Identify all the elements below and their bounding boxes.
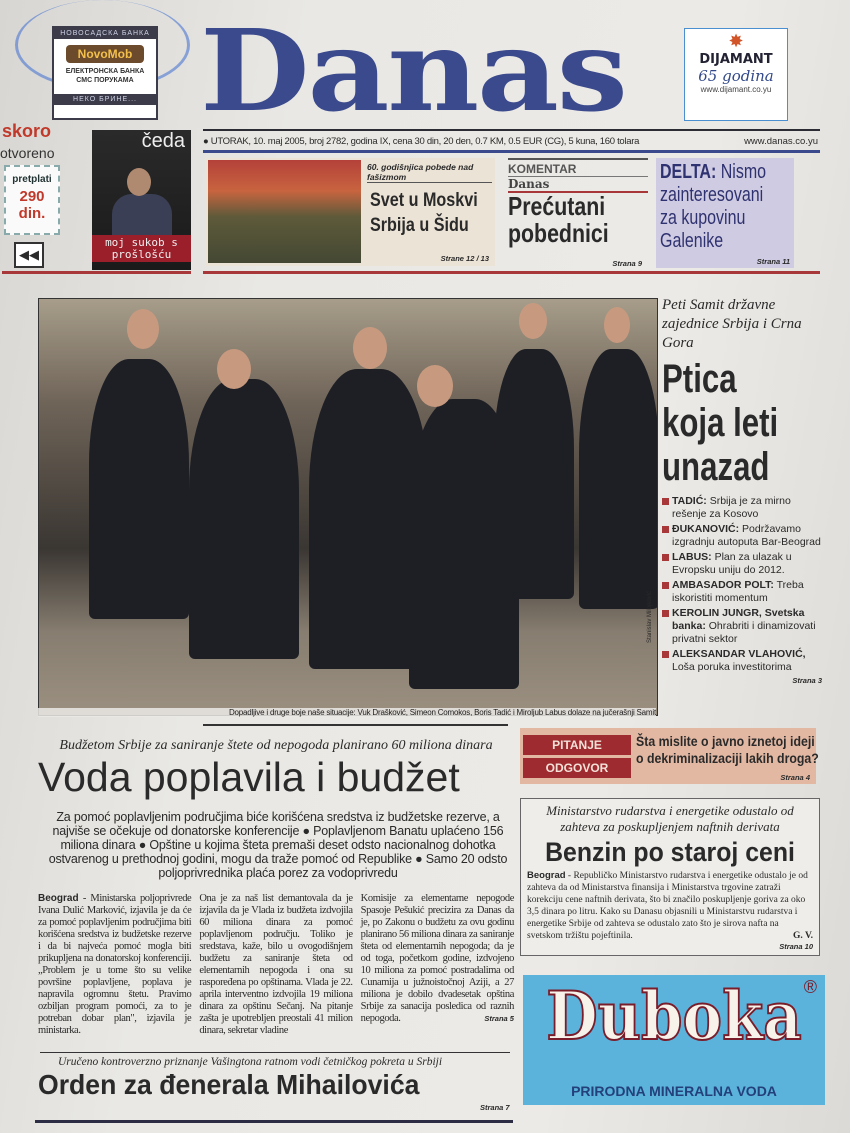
- subscribe-price: 290: [19, 188, 45, 205]
- lead-kicker: Peti Samit državne zajednice Srbija i Crna Gora: [662, 297, 802, 351]
- teaser-kicker: 60. godišnjica pobede nad fašizmom: [367, 162, 492, 183]
- issue-info: ● UTORAK, 10. maj 2005, broj 2782, godina IX, cena 30 din, 20 den, 0.7 KM, 0.5 EUR (CG), 5 kuna, 160 tolara: [203, 136, 640, 147]
- summit-photo: [38, 298, 658, 716]
- rewind-icon: ◀◀: [14, 242, 44, 268]
- komentar-headline: Prećutani pobednici: [508, 191, 609, 248]
- subscribe-label: pretplati: [12, 174, 52, 185]
- masthead-title: Danas: [200, 6, 626, 137]
- benzin-story[interactable]: [520, 798, 820, 956]
- dijamant-url: www.dijamant.co.yu: [700, 85, 772, 94]
- benzin-kicker: Ministarstvo rudarstva i energetike odustalo od zahteva za poskupljenjem naftnih derivata: [546, 803, 794, 834]
- dijamant-years: 65 godina: [698, 67, 774, 85]
- bullet-item: ĐUKANOVIĆ: Podržavamo izgradnju autoputa Bar-Beograd: [662, 523, 822, 549]
- page-ref: Strana 3: [792, 676, 822, 685]
- book-promo: [92, 130, 191, 270]
- novomob-logo: NovoMob: [66, 45, 144, 63]
- divider: [203, 724, 508, 726]
- bullet-item: LABUS: Plan za ulazak u Evropsku uniju do 2012.: [662, 551, 822, 577]
- ad-bank-name: НОВОСАДСКА БАНКА: [54, 28, 156, 39]
- divider: [203, 271, 820, 274]
- page-ref: Strana 11: [756, 257, 790, 266]
- qa-label-question: PITANJE: [523, 735, 631, 755]
- ad-line: СМС ПОРУКАМА: [76, 77, 134, 84]
- page-ref: Strane 12 / 13: [440, 254, 489, 263]
- parade-photo: [208, 160, 361, 263]
- orden-kicker: Uručeno kontroverzno priznanje Vašingtona ratnom vodi četničkog pokreta u Srbiji: [58, 1056, 443, 1068]
- body-column: Beograd - Ministarska poljoprivrede Ivana Dulić Marković, izjavila je da će za pomoć poplavljenim područjima biti korišćena sredstva iz budžetske rezerve i da bi najveća pomoć mogla biti prikupljena na donatorskoj konferenciji. „Problem je u tome što su velike površine poplavljene, poplava je napravila ogromnu štetu. Pravimo ozbiljan program pomoći, za to je potreban dobar plan", izjavila je ministarka.: [38, 893, 192, 1036]
- lead-headline: Ptica koja leti unazad: [662, 357, 779, 489]
- duboka-tagline: PRIRODNA MINERALNA VODA: [571, 1083, 777, 1099]
- qa-label-answer: ODGOVOR: [523, 758, 631, 778]
- bullet-item: ALEKSANDAR VLAHOVIĆ, Loša poruka investitorima: [662, 648, 822, 674]
- dateline: [203, 129, 820, 153]
- teaser-headline: Svet u Moskvi Srbija u Šidu: [370, 190, 478, 236]
- novomob-ad: [52, 26, 158, 120]
- benzin-headline: Benzin po staroj ceni: [545, 837, 795, 867]
- orden-headline[interactable]: Orden za đenerala Mihailovića: [38, 1069, 420, 1100]
- budget-kicker: Budžetom Srbije za saniranje štete od nepogoda planirano 60 miliona dinara: [59, 738, 493, 753]
- divider: [40, 1052, 510, 1053]
- website-url[interactable]: www.danas.co.yu: [744, 136, 818, 147]
- portrait-head: [127, 168, 151, 196]
- lead-bullets: [662, 495, 822, 674]
- budget-headline[interactable]: Voda poplavila i budžet: [38, 754, 460, 800]
- lead-story[interactable]: [662, 296, 822, 685]
- budget-lede: Za pomoć poplavljenim područjima biće korišćena sredstva iz budžetske rezerve, a najviše se očekuje od donatorske konferencije ● Poplavljenom Banatu uplaćeno 156 miliona dinara ● Opštine u kojima šteta premaši deset odsto nacionalnog dohotka ostvarenog u prethodnoj godini, mogu da traže pomoć od Republike ● Samo 20 odsto poljoprivrednika plaća porez za vodoprivredu: [48, 810, 508, 880]
- teaser-moscow[interactable]: [205, 158, 495, 266]
- page-ref: Strana 4: [780, 773, 810, 782]
- ad-line: ЕЛЕКТРОНСКА БАНКА: [65, 68, 145, 75]
- delta-headline: DELTA: Nismo zainteresovani za kupovinu Galenike: [660, 161, 767, 252]
- subscribe-promo: [4, 165, 60, 235]
- photo-caption: Dopadljive i druge boje naše situacije: Vuk Drašković, Simeon Comokos, Boris Tadić i Miroljub Labus dolaze na jučerašnji Samit: [38, 708, 656, 717]
- teaser-komentar[interactable]: [508, 158, 648, 268]
- open-label: otvoreno: [0, 145, 55, 161]
- book-subtitle: moj sukob s prošlošću: [92, 235, 191, 262]
- page-ref: Strana 10: [779, 942, 813, 951]
- ad-footer: НЕКО БРИНЕ...: [54, 94, 156, 105]
- budget-body: [38, 893, 514, 1037]
- dijamant-name: DIJAMANT: [699, 52, 773, 67]
- photo-credit: Stanislav Milojković: [647, 590, 653, 643]
- subscribe-currency: din.: [18, 205, 46, 222]
- soon-label: skoro: [2, 121, 52, 141]
- bullet-item: TADIĆ: Srbija je za mirno rešenje za Kosovo: [662, 495, 822, 521]
- duboka-logo: Duboka: [546, 977, 802, 1055]
- qa-box[interactable]: [520, 728, 819, 784]
- body-column: Komisije za elementarne nepogode Spasoje Pešukić precizira za Danas da je, po Zakonu o budžetu za ovu godinu planirano 56 miliona dinara za saniranje šteta od elementarnih nepogoda; da je od toga, početkom godine, izdvojeno 10 miliona za pomoć postradalima od Cunamija u južnoistočnoj Aziji, a 27 miliona je dobilo dvadesetak opština Srbije za sanacija posledica od raznih nepogoda. Strana 5: [360, 893, 514, 1024]
- bullet-item: KEROLIN JUNGR, Svetska banka: Ohrabriti i dinamizovati privatni sektor: [662, 607, 822, 646]
- page-ref: Strana 7: [480, 1103, 510, 1112]
- page-ref: Strana 9: [612, 259, 642, 268]
- duboka-ad: [523, 975, 825, 1105]
- bullet-item: AMBASADOR POLT: Treba iskoristiti momentum: [662, 579, 822, 605]
- book-title: čeda: [141, 130, 185, 152]
- dijamant-crown-icon: ✸: [728, 31, 744, 51]
- qa-question: Šta mislite o javno iznetoj ideji o dekriminalizaciji lakih droga?: [636, 733, 819, 766]
- dijamant-ad: [684, 28, 788, 121]
- benzin-body: Beograd - Republičko Ministarstvo rudarstva i energetike odustalo je od zahteva da od Ministarstva finansija i Ministarstva trgovine zatraži korekciju cene naftnih derivata, što bi značilo poskupljenje goriva za oko 3,5 dinara po litru. Kako su Danasu objasnili u Ministarstvu rudarstva i energetike Srbije od zahteva se odustalo zato što je sirova nafta na svetskom tržištu pojeftinila. G. V.: [527, 870, 813, 941]
- body-column: Ona je za naš list demantovala da je izjavila da je Vlada iz budžeta izdvojila 60 miliona dinara za pomoć poplavljenom području. Toliko je sredstava, kaže, bilo u ovogodišnjem budžetu za saniranje šteta od elementarnih nepogoda i ona su raspoređena po opštinama. Vlada je 22. aprila interventno izdvojila 19 miliona dinara za opštinu Sečanj. Na pitanje zašta je upotrebljen preostali 41 milion dinara, sekretar vladine: [199, 893, 353, 1036]
- teaser-delta[interactable]: [656, 158, 794, 268]
- divider: [35, 1120, 513, 1123]
- komentar-label: KOMENTAR: [508, 158, 648, 176]
- komentar-source: Danas: [508, 176, 648, 193]
- registered-mark: ®: [803, 977, 817, 997]
- divider: [2, 271, 191, 274]
